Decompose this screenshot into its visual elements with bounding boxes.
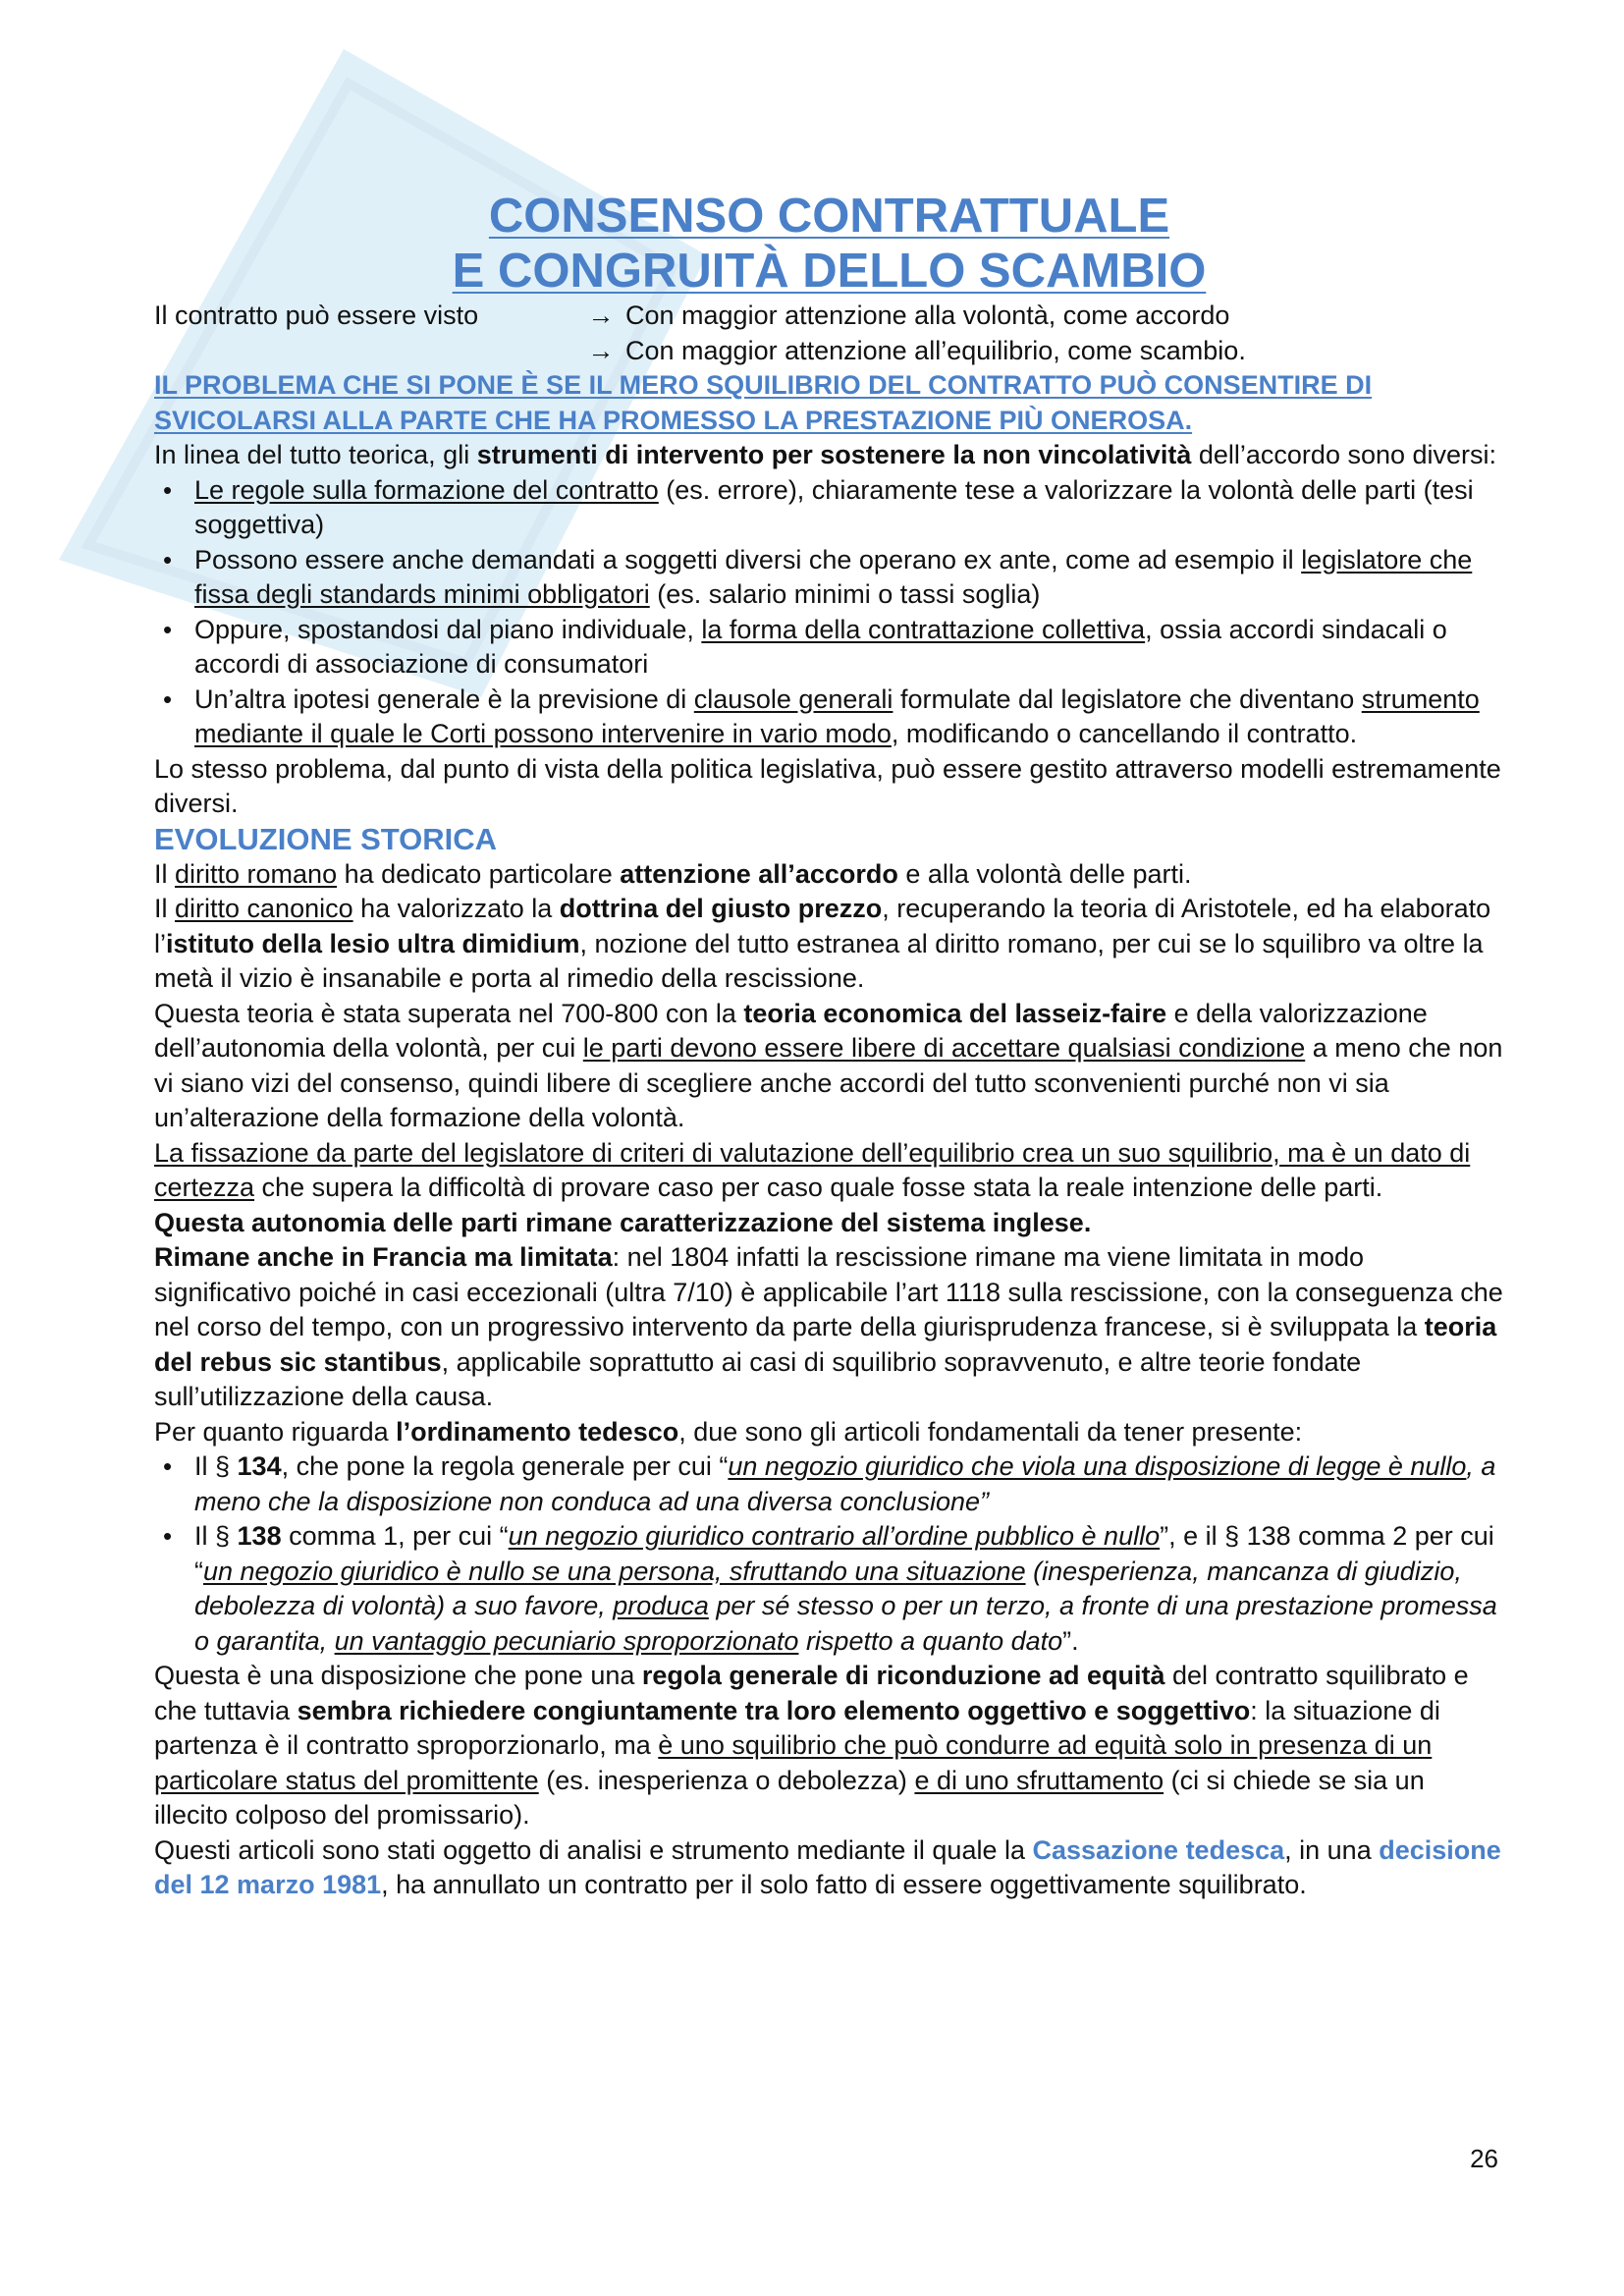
paragraph-teoria: Questa teoria è stata superata nel 700-800 con la teoria economica del lasseiz-faire e della valorizzazione dell’autonomia della volontà, per cui le parti devono essere libere di accettare qualsiasi condizione a meno che non vi siano vizi del consenso, quindi libere di scegliere anche accordi del tutto sconvenienti purché non vi sia un’alterazione della formazione della volontà. xyxy=(154,998,1503,1132)
intro-option-1: Con maggior attenzione alla volontà, come accordo xyxy=(625,301,1230,330)
paragraph-francia: Rimane anche in Francia ma limitata: nel 1804 infatti la rescissione rimane ma viene limitata in modo significativo poiché in casi eccezionali (ultra 7/10) è applicabile l’art 1118 sulla rescissione, con la conseguenza che nel corso del tempo, con un progressivo intervento da parte della giurisprudenza francese, si è sviluppata la teoria del rebus sic stantibus, applicabile soprattutto ai casi di squilibrio sopravvenuto, e altre teorie fondate sull’utilizzazione della causa. xyxy=(154,1242,1503,1411)
list-item: • Possono essere anche demandati a soggetti diversi che operano ex ante, come ad esempio il legislatore che fissa degli standards minimi obbligatori (es. salario minimi o tassi soglia) xyxy=(154,543,1504,613)
articoli-list xyxy=(154,1449,1504,1659)
arrow-right-icon: → xyxy=(587,335,615,365)
page-number: 26 xyxy=(1470,2144,1498,2173)
intro-option-2: Con maggior attenzione all’equilibrio, come scambio. xyxy=(625,335,1246,365)
intro-row-2 xyxy=(154,334,1504,369)
document-body xyxy=(154,189,1504,1903)
page-title xyxy=(154,189,1504,299)
title-line-2: E CONGRUITÀ DELLO SCAMBIO xyxy=(452,245,1207,298)
intro-row-1 xyxy=(154,299,1504,334)
paragraph-sistema-inglese: Questa autonomia delle parti rimane caratterizzazione del sistema inglese. xyxy=(154,1207,1092,1237)
list-item: • Il § 138 comma 1, per cui “un negozio giuridico contrario all’ordine pubblico è nullo”, e il § 138 comma 2 per cui “un negozio giuridico è nullo se una persona, sfruttando una situazione (inesperienza, mancanza di giudizio, debolezza di volontà) a suo favore, produca per sé stesso o per un terzo, a fronte di una prestazione promessa o garantita, un vantaggio pecuniario sproporzionato rispetto a quanto dato”. xyxy=(154,1519,1504,1659)
paragraph-cassazione: Questi articoli sono stati oggetto di analisi e strumento mediante il quale la Cassazione tedesca, in una decisione del 12 marzo 1981, ha annullato un contratto per il solo fatto di essere oggettivamente squilibrato. xyxy=(154,1834,1501,1899)
list-item: • Le regole sulla formazione del contratto (es. errore), chiaramente tese a valorizzare la volontà delle parti (tesi soggettiva) xyxy=(154,473,1504,543)
paragraph-diritto-canonico: Il diritto canonico ha valorizzato la dottrina del giusto prezzo, recuperando la teoria di Aristotele, ed ha elaborato l’istituto della lesio ultra dimidium, nozione del tutto estranea al diritto romano, per cui se lo squilibro va oltre la metà il vizio è insanabile e porta al rimedio della rescissione. xyxy=(154,894,1491,993)
intro-lead: Il contratto può essere visto xyxy=(154,301,479,330)
section-heading-evoluzione: EVOLUZIONE STORICA xyxy=(154,821,498,856)
paragraph-linea-teorica: In linea del tutto teorica, gli strumenti di intervento per sostenere la non vincolatività dell’accordo sono diversi: xyxy=(154,440,1497,469)
arrow-right-icon: → xyxy=(587,301,615,330)
title-line-1: CONSENSO CONTRATTUALE xyxy=(488,190,1170,243)
list-item: • Un’altra ipotesi generale è la previsione di clausole generali formulate dal legislatore che diventano strumento mediante il quale le Corti possono intervenire in vario modo, modificando o cancellando il contratto. xyxy=(154,683,1504,752)
paragraph-disposizione: Questa è una disposizione che pone una regola generale di riconduzione ad equità del contratto squilibrato e che tuttavia sembra richiedere congiuntamente tra loro elemento oggettivo e soggettivo: la situazione di partenza è il contratto sproporzionarlo, ma è uno squilibrio che può condurre ad equità solo in presenza di un particolare status del promittente (es. inesperienza o debolezza) e di uno sfruttamento (ci si chiede se sia un illecito colposo del promissario). xyxy=(154,1661,1469,1830)
paragraph-diritto-romano: Il diritto romano ha dedicato particolare attenzione all’accordo e alla volontà delle parti. xyxy=(154,858,1192,889)
paragraph-ordinamento-tedesco: Per quanto riguarda l’ordinamento tedesco, due sono gli articoli fondamentali da tener presente: xyxy=(154,1416,1303,1447)
list-item: • Oppure, spostandosi dal piano individuale, la forma della contrattazione collettiva, ossia accordi sindacali o accordi di associazione di consumatori xyxy=(154,613,1504,683)
strumenti-list xyxy=(154,473,1504,752)
list-item: • Il § 134, che pone la regola generale per cui “un negozio giuridico che viola una disposizione di legge è nullo, a meno che la disposizione non conduca ad una diversa conclusione” xyxy=(154,1449,1504,1519)
paragraph-fissazione: La fissazione da parte del legislatore di criteri di valutazione dell’equilibrio crea un suo squilibrio, ma è un dato di certezza che supera la difficoltà di provare caso per caso quale fosse stata la reale intenzione delle parti. xyxy=(154,1137,1471,1202)
problem-statement: IL PROBLEMA CHE SI PONE È SE IL MERO SQUILIBRIO DEL CONTRATTO PUÒ CONSENTIRE DI SVICOLARSI ALLA PARTE CHE HA PROMESSO LA PRESTAZIONE PIÙ ONEROSA. xyxy=(154,370,1373,435)
paragraph-stesso-problema: Lo stesso problema, dal punto di vista della politica legislativa, può essere gestito attraverso modelli estremamente diversi. xyxy=(154,753,1501,818)
